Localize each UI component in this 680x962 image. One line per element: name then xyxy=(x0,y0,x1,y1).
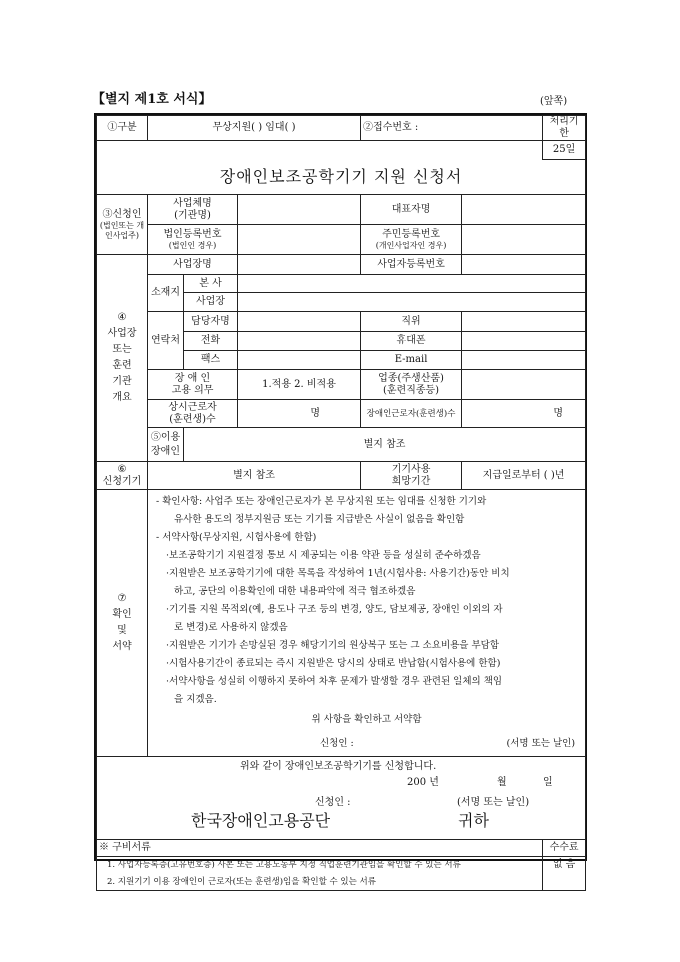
resident-reg-input[interactable] xyxy=(462,225,586,255)
date-month[interactable]: 월 xyxy=(497,777,507,788)
biz-reg-input[interactable] xyxy=(462,255,586,275)
user-value: 별지 참조 xyxy=(184,428,586,462)
recipient-row xyxy=(97,811,585,837)
fax-input[interactable] xyxy=(238,351,361,370)
deadline-value: 25일 xyxy=(543,141,586,160)
documents-heading: ※ 구비서류 xyxy=(97,840,543,857)
pledge-2b: 하고, 공단의 이용확인에 대한 내용파악에 적극 협조하겠음 xyxy=(174,586,416,597)
corp-reg-input[interactable] xyxy=(238,225,361,255)
resident-reg-label: 주민등록번호 xyxy=(382,228,441,240)
applicant-section-label xyxy=(97,195,148,255)
application-statement: 위와 같이 장애인보조공학기기를 신청합니다. xyxy=(240,761,437,772)
representative-label: 대표자명 xyxy=(361,195,462,225)
corp-reg-label-cell xyxy=(148,225,238,255)
position-input[interactable] xyxy=(462,312,586,332)
consent-body xyxy=(148,490,586,757)
disabled-workers-unit[interactable]: 명 xyxy=(462,400,586,428)
head-office-input[interactable] xyxy=(238,275,586,293)
industry-label: 업종(주생산품) (훈련직종등) xyxy=(361,370,462,400)
position-label: 직위 xyxy=(361,312,462,332)
confirm-line-2: 유사한 용도의 정부지원금 또는 기기를 지급받은 사실이 없음을 확인함 xyxy=(174,514,465,525)
pledge-4: ·지원받은 기기가 손망실된 경우 해당기기의 원상복구 또는 그 소요비용을 부담함 xyxy=(166,640,500,651)
application-statement-area xyxy=(97,757,585,811)
employment-duty-options[interactable]: 1.적용 2. 비적용 xyxy=(238,370,361,400)
manager-label: 담당자명 xyxy=(184,312,238,332)
application-form xyxy=(94,113,587,887)
date-year[interactable]: 200 년 xyxy=(407,777,439,788)
honorific: 귀하 xyxy=(458,811,489,830)
biz-reg-label: 사업자등록번호 xyxy=(361,255,462,275)
consent-sign-label[interactable]: (서명 또는 날인) xyxy=(506,738,576,749)
corp-reg-sublabel: (법인인 경우) xyxy=(168,240,217,250)
period-label: 기기사용 희망기간 xyxy=(361,462,462,490)
confirm-sign-statement: 위 사항을 확인하고 서약함 xyxy=(311,714,422,725)
user-label: ⑤이용 장애인 xyxy=(148,428,184,462)
site-input[interactable] xyxy=(238,293,586,312)
period-value[interactable]: 지급일로부터 ( )년 xyxy=(462,462,586,490)
device-label: ⑥ 신청기기 xyxy=(97,462,148,490)
workers-unit[interactable]: 명 xyxy=(238,400,361,428)
form-title: 장애인보조공학기기 지원 신청서 xyxy=(97,160,586,195)
workers-label: 상시근로자 (훈련생)수 xyxy=(148,400,238,428)
location-label: 소재지 xyxy=(148,275,184,312)
type-label: ①구분 xyxy=(97,116,148,141)
pledge-3b: 로 변경)로 사용하지 않겠음 xyxy=(174,622,288,633)
mobile-label: 휴대폰 xyxy=(361,332,462,351)
title-spacer xyxy=(97,141,543,160)
application-sign-label[interactable]: (서명 또는 날인) xyxy=(457,797,530,808)
fax-label: 팩스 xyxy=(184,351,238,370)
pledge-1: ·보조공학기기 지원결정 통보 시 제공되는 이용 약관 등을 성실히 준수하겠음 xyxy=(166,550,481,561)
workplace-section-label: ④ 사업장 또는 훈련 기관 개요 xyxy=(97,255,148,462)
email-label: E-mail xyxy=(361,351,462,370)
receipt-number-label: ②접수번호 : xyxy=(361,116,543,141)
disabled-workers-label: 장애인근로자(훈련생)수 xyxy=(361,400,462,428)
industry-input[interactable] xyxy=(462,370,586,400)
applicant-label: ③신청인 xyxy=(102,208,142,220)
head-office-label: 본 사 xyxy=(184,275,238,293)
consent-label: ⑦ 확인 및 서약 xyxy=(97,490,148,757)
application-block xyxy=(97,757,586,840)
agency-name: 한국장애인고용공단 xyxy=(191,811,331,830)
email-input[interactable] xyxy=(462,351,586,370)
fee-label: 수수료 xyxy=(543,840,586,857)
contact-label: 연락처 xyxy=(148,312,184,370)
resident-reg-sublabel: (개인사업자인 경우) xyxy=(375,240,447,250)
site-name-input[interactable] xyxy=(238,255,361,275)
pledge-heading: - 서약사항(무상지원, 시험사용에 한함) xyxy=(156,532,317,543)
resident-reg-label-cell xyxy=(361,225,462,255)
phone-label: 전화 xyxy=(184,332,238,351)
phone-input[interactable] xyxy=(238,332,361,351)
device-value: 별지 참조 xyxy=(148,462,361,490)
applicant-sublabel: (법인또는 개인사업주) xyxy=(99,220,145,240)
documents-item-2: 2. 지원기기 이용 장애인이 근로자(또는 훈련생)임을 확인할 수 있는 서류 xyxy=(97,874,543,891)
corp-reg-label: 법인등록번호 xyxy=(163,228,222,240)
deadline-label: 처리기한 xyxy=(543,116,586,141)
employment-duty-label: 장 애 인 고용 의무 xyxy=(148,370,238,400)
site-label: 사업장 xyxy=(184,293,238,312)
business-name-input[interactable] xyxy=(238,195,361,225)
pledge-6b: 을 지겠음. xyxy=(174,694,217,705)
consent-applicant-label: 신청인 : xyxy=(320,738,354,749)
business-name-label: 사업체명 (기관명) xyxy=(148,195,238,225)
fee-spacer xyxy=(543,874,586,891)
consent-signature-row xyxy=(152,735,581,753)
confirm-line-1: - 확인사항: 사업주 또는 장애인근로자가 본 무상지원 또는 임대를 신청한 기기와 xyxy=(156,496,487,507)
form-tag: 【별지 제1호 서식】 xyxy=(92,92,212,107)
documents-item-1: 1. 사업자등록증(고유번호증) 사본 또는 고용노동부 지정 직업훈련기관임을 확인할 수 있는 서류 xyxy=(97,857,543,874)
date-day[interactable]: 일 xyxy=(543,777,553,788)
application-applicant-label: 신청인 : xyxy=(315,797,351,808)
pledge-6a: ·서약사항을 성실히 이행하지 못하여 차후 문제가 발생할 경우 관련된 일체의 책임 xyxy=(166,676,503,687)
mobile-input[interactable] xyxy=(462,332,586,351)
pledge-2a: ·지원받은 보조공학기기에 대한 목록을 작성하여 1년(시험사용: 사용기간)동안 비치 xyxy=(166,568,510,579)
manager-input[interactable] xyxy=(238,312,361,332)
pledge-3a: ·기기를 지원 목적외(예, 용도나 구조 등의 변경, 양도, 담보제공, 장애인 이외의 자 xyxy=(166,604,503,615)
form-table xyxy=(96,115,586,891)
site-name-label: 사업장명 xyxy=(148,255,238,275)
front-side-label: (앞쪽) xyxy=(540,96,568,107)
pledge-5: ·시험사용기간이 종료되는 즉시 지원받은 당시의 상태로 반납함(시험사용에 한함) xyxy=(166,658,501,669)
type-options[interactable]: 무상지원( ) 임대( ) xyxy=(148,116,361,141)
representative-input[interactable] xyxy=(462,195,586,225)
fee-value: 없 음 xyxy=(543,857,586,874)
